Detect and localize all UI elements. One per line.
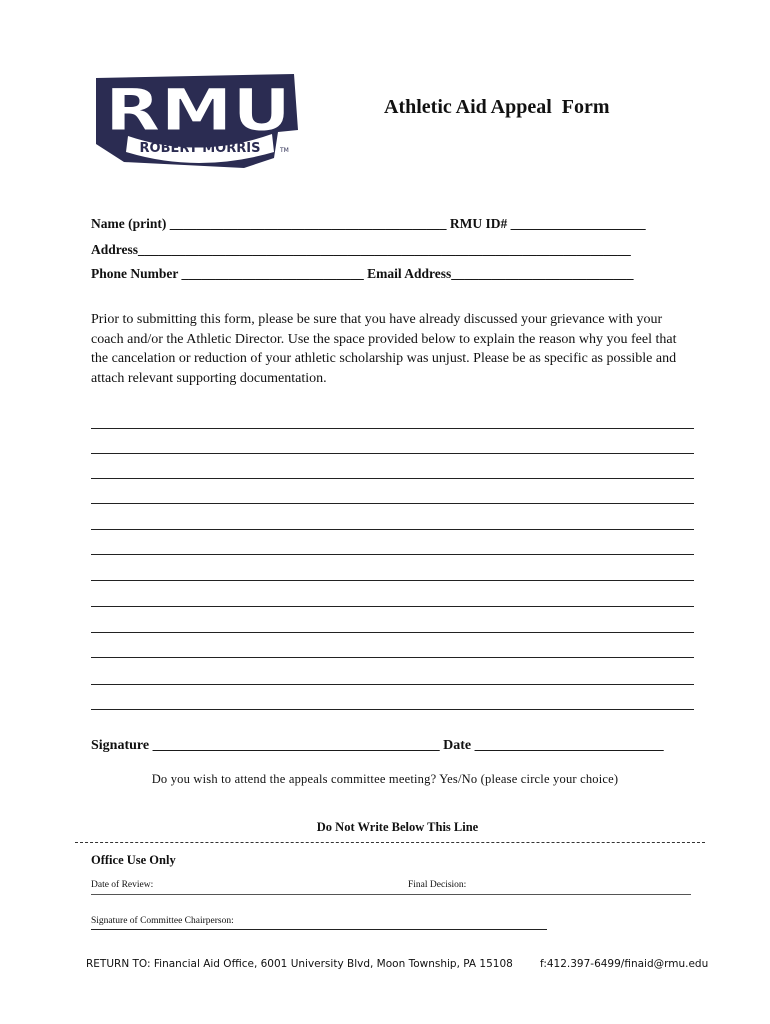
address-field-line[interactable]: Address_________________________________________________________________________ xyxy=(91,242,631,257)
name-id-field-line[interactable]: Name (print) _________________________________________ RMU ID# ____________________ xyxy=(91,216,646,231)
return-to-address: RETURN TO: Financial Aid Office, 6001 University Blvd, Moon Township, PA 15108 xyxy=(86,958,513,970)
writing-line[interactable] xyxy=(91,554,694,555)
chair-signature-rule[interactable] xyxy=(91,929,547,930)
do-not-write-heading: Do Not Write Below This Line xyxy=(316,820,479,834)
rmu-logo xyxy=(94,70,300,170)
writing-line[interactable] xyxy=(91,580,694,581)
logo-banner-text: ROBERT MORRIS xyxy=(139,141,261,156)
writing-line[interactable] xyxy=(91,657,694,658)
writing-line[interactable] xyxy=(91,709,694,710)
writing-line[interactable] xyxy=(91,632,694,633)
contact-info: f:412.397-6499/finaid@rmu.edu xyxy=(540,958,709,970)
attend-meeting-question: Do you wish to attend the appeals committee meeting? Yes/No (please circle your choice) xyxy=(151,772,619,786)
date-of-review-label: Date of Review: xyxy=(91,880,154,890)
final-decision-label: Final Decision: xyxy=(408,880,467,890)
writing-line[interactable] xyxy=(91,503,694,504)
office-use-title: Office Use Only xyxy=(91,853,176,867)
writing-line[interactable] xyxy=(91,478,694,479)
logo-main-text: RMU xyxy=(105,76,291,144)
dashed-divider xyxy=(75,842,705,843)
instructions-paragraph: Prior to submitting this form, please be sure that you have already discussed your grievance with your coach and/or the Athletic Director. Use the space provided below to explain the reason why you feel that the cancelation or reduction of your athletic scholarship was unjust. Please be as specific as possible and attach relevant supporting documentation. xyxy=(91,312,677,386)
writing-line[interactable] xyxy=(91,684,694,685)
writing-line[interactable] xyxy=(91,453,694,454)
writing-line[interactable] xyxy=(91,606,694,607)
writing-line[interactable] xyxy=(91,428,694,429)
form-title: Athletic Aid Appeal Form xyxy=(384,96,610,118)
phone-email-field-line[interactable]: Phone Number ___________________________ Email Address___________________________ xyxy=(91,266,634,281)
signature-date-row[interactable]: Signature _________________________________________ Date ___________________________ xyxy=(91,738,664,753)
writing-line[interactable] xyxy=(91,529,694,530)
svg-text:TM: TM xyxy=(280,147,289,154)
chair-signature-label: Signature of Committee Chairperson: xyxy=(91,916,234,926)
review-decision-rule[interactable] xyxy=(91,894,691,895)
